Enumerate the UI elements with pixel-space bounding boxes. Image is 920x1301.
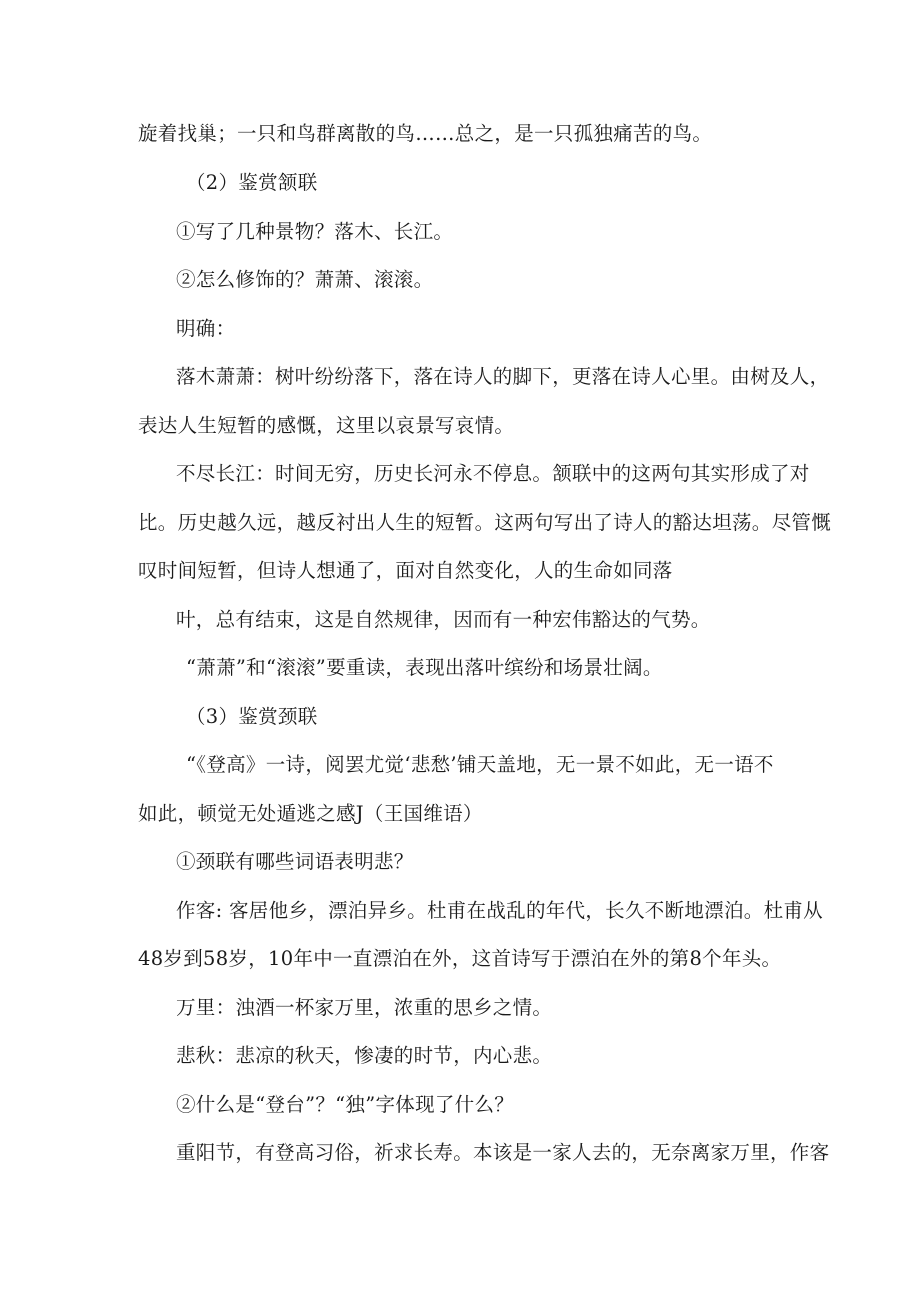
paragraph-luomu-line1: 落木萧萧：树叶纷纷落下，落在诗人的脚下，更落在诗人心里。由树及人， — [176, 365, 830, 388]
paragraph-changjiang-line3: 叹时间短暂，但诗人想通了，面对自然变化，人的生命如同落 — [138, 559, 673, 582]
quote-wang-guowei-line2: 如此，顿觉无处遁逃之感J（王国维语） — [138, 802, 483, 825]
question-1-sorrow-words: ①颈联有哪些词语表明悲？ — [176, 850, 414, 873]
question-1-scenery: ①写了几种景物？落木、长江。 — [176, 220, 454, 243]
clarify-label: 明确： — [176, 317, 236, 340]
quote-wang-guowei-line1: “《登高》一诗，阅罢尤觉‘悲愁’铺天盖地，无一景不如此，无一语不 — [186, 753, 774, 776]
paragraph-changjiang-line1: 不尽长江：时间无穷，历史长河永不停息。颔联中的这两句其实形成了对 — [176, 462, 810, 485]
text-line-continuation: 旋着找巢；一只和鸟群离散的鸟……总之，是一只孤独痛苦的鸟。 — [138, 122, 713, 145]
paragraph-wanli: 万里：浊酒一杯家万里，浓重的思乡之情。 — [176, 996, 553, 1019]
reading-note: “萧萧”和“滚滚”要重读，表现出落叶缤纷和场景壮阔。 — [186, 656, 663, 679]
paragraph-luomu-line2: 表达人生短暂的感慨，这里以哀景写哀情。 — [138, 414, 515, 437]
paragraph-changjiang-line4: 叶，总有结束，这是自然规律，因而有一种宏伟豁达的气势。 — [176, 608, 711, 631]
paragraph-zuoke-line1: 作客: 客居他乡，漂泊异乡。杜甫在战乱的年代，长久不断地漂泊。杜甫从 — [176, 899, 823, 922]
paragraph-changjiang-line2: 比。历史越久远，越反衬出人生的短暂。这两句写出了诗人的豁达坦荡。尽管慨 — [138, 511, 832, 534]
paragraph-zuoke-line2: 48岁到58岁，10年中一直漂泊在外，这首诗写于漂泊在外的第8个年头。 — [138, 947, 782, 970]
paragraph-beiqiu: 悲秋：悲凉的秋天，惨凄的时节，内心悲。 — [176, 1044, 553, 1067]
section-heading-hanlian: （2）鉴赏颔联 — [186, 171, 318, 194]
section-heading-jinglian: （3）鉴赏颈联 — [186, 705, 318, 728]
question-2-dengtai: ②什么是“登台”？“独”字体现了什么？ — [176, 1093, 515, 1116]
paragraph-chongyang: 重阳节，有登高习俗，祈求长寿。本该是一家人去的，无奈离家万里，作客 — [176, 1141, 830, 1164]
question-2-modifier: ②怎么修饰的？萧萧、滚滚。 — [176, 268, 434, 291]
